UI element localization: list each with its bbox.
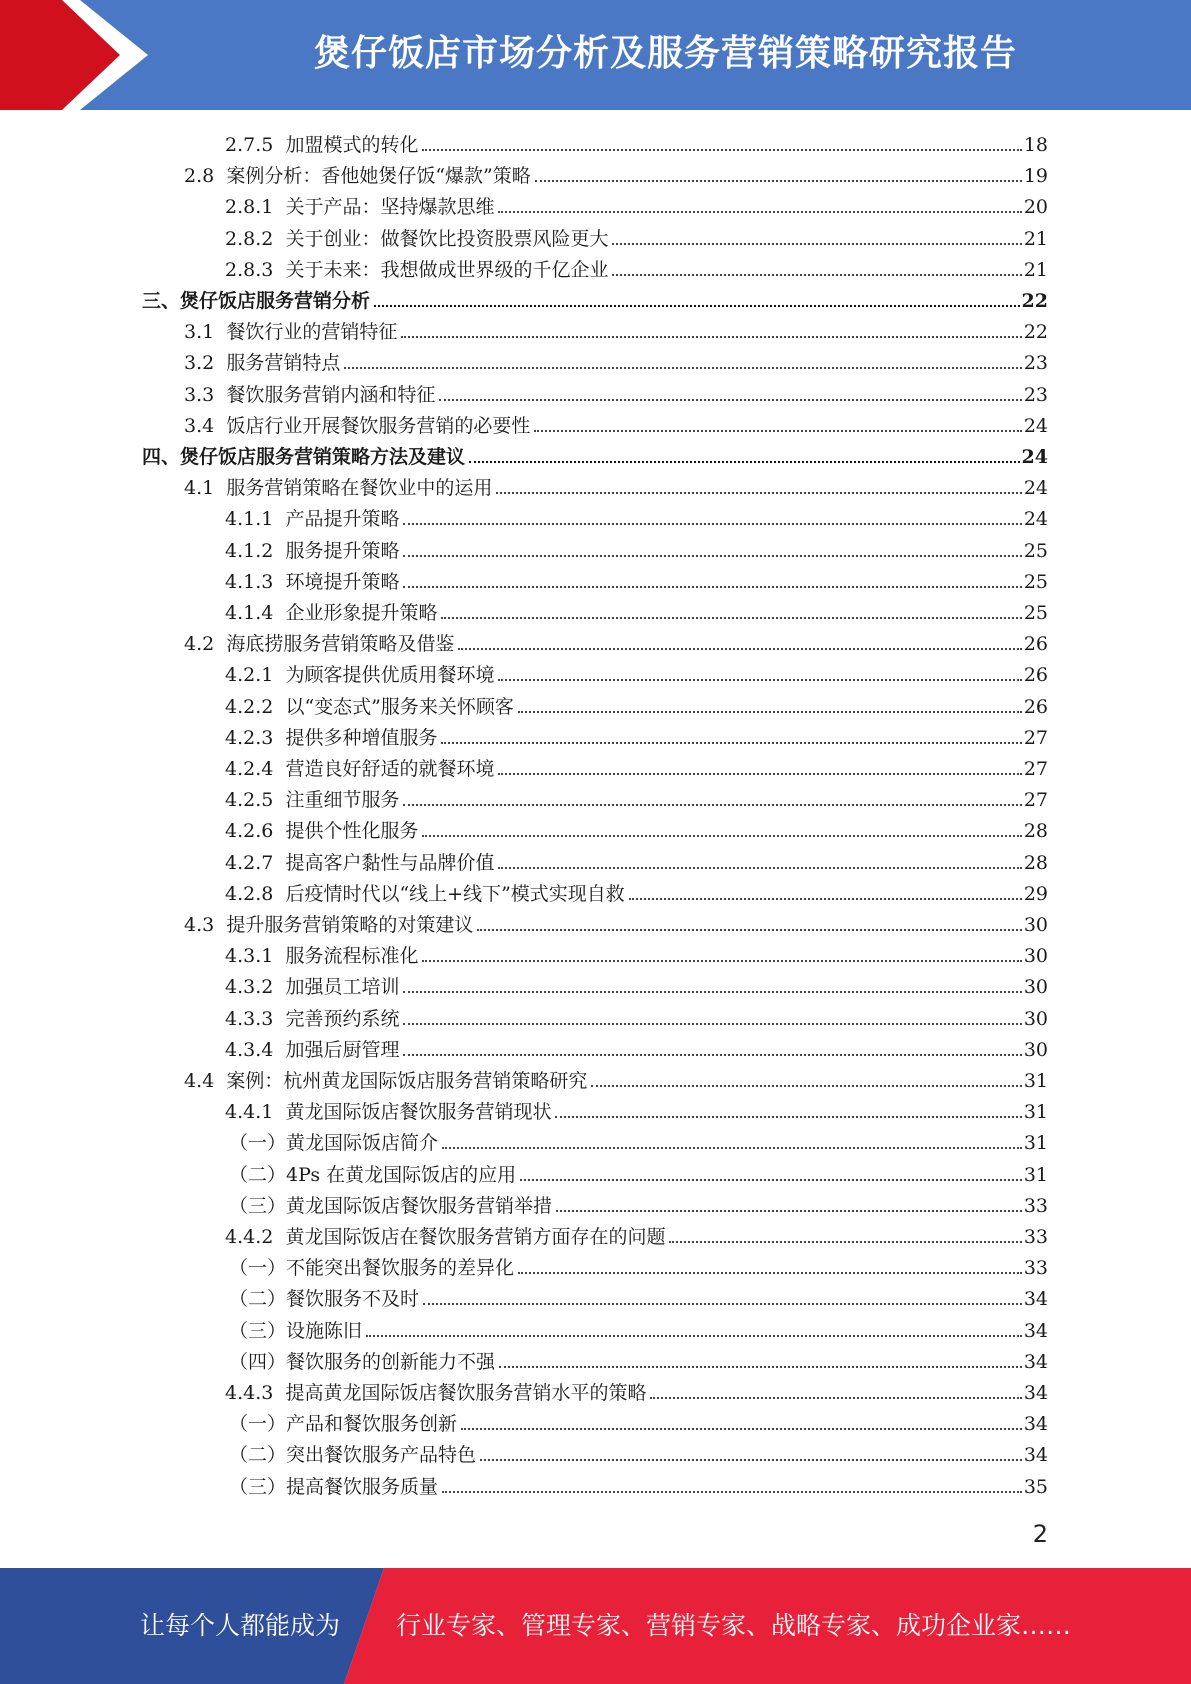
toc-entry[interactable] <box>142 282 1048 313</box>
toc-entry-page: 27 <box>1023 789 1048 812</box>
toc-entry-page: 24 <box>1023 414 1048 437</box>
header-banner <box>0 0 1191 110</box>
toc-entry-number: 3.2 <box>184 352 215 375</box>
toc-entry-title: 设施陈旧 <box>286 1319 363 1342</box>
toc-entry-title: 注重细节服务 <box>285 789 400 812</box>
toc-entry-title: 提供个性化服务 <box>285 820 419 843</box>
toc-entry-page: 24 <box>1023 477 1048 500</box>
toc-entry-title: 完善预约系统 <box>285 1007 400 1030</box>
toc-entry-title: 黄龙国际饭店餐饮服务营销举措 <box>286 1194 553 1217</box>
toc-leader-dots <box>442 1491 1022 1493</box>
toc-entry-page: 27 <box>1023 758 1048 780</box>
toc-entry-page: 29 <box>1023 882 1048 905</box>
toc-leader-dots <box>612 274 1021 276</box>
toc-entry-title: 服务流程标准化 <box>285 945 419 968</box>
toc-entry-page: 31 <box>1023 1163 1048 1186</box>
toc-entry-title: 企业形象提升策略 <box>285 602 438 624</box>
toc-entry-page: 30 <box>1023 1007 1048 1030</box>
toc-leader-dots <box>403 804 1021 806</box>
toc-entry-number: 4.2.7 <box>225 851 274 874</box>
toc-entry[interactable] <box>225 875 1048 906</box>
toc-entry-number: 三、 <box>142 290 181 312</box>
toc-entry[interactable] <box>229 1280 1048 1311</box>
toc-entry-page: 34 <box>1023 1444 1048 1467</box>
toc-leader-dots <box>650 1397 1021 1399</box>
toc-leader-dots <box>439 399 1021 401</box>
toc-entry-number: 4.1.1 <box>225 508 274 531</box>
toc-leader-dots <box>422 960 1021 962</box>
toc-entry-title: 关于未来：我想做成世界级的千亿企业 <box>285 258 609 281</box>
toc-entry[interactable] <box>225 594 1048 625</box>
toc-entry-page: 22 <box>1021 290 1048 312</box>
toc-leader-dots <box>374 305 1020 307</box>
toc-leader-dots <box>669 1241 1021 1243</box>
toc-entry-number: 4.3.2 <box>225 976 274 999</box>
toc-entry[interactable] <box>225 750 1048 781</box>
toc-entry-title: 关于产品：坚持爆款思维 <box>285 196 495 219</box>
toc-leader-dots <box>401 336 1021 338</box>
toc-entry-number: 4.3.4 <box>225 1038 274 1061</box>
toc-entry-number: 2.7.5 <box>225 134 274 156</box>
toc-entry-number: 4.2.4 <box>225 758 274 780</box>
toc-entry-number: 4.2.3 <box>225 726 274 749</box>
toc-entry-number: 2.8.1 <box>225 196 274 219</box>
toc-entry-title: 加强员工培训 <box>285 976 400 999</box>
toc-entry-page: 23 <box>1023 383 1048 406</box>
toc-entry[interactable] <box>225 844 1048 875</box>
toc-leader-dots <box>461 1428 1022 1430</box>
toc-entry-title: 黄龙国际饭店餐饮服务营销现状 <box>285 1101 552 1124</box>
toc-entry-title: 案例分析：香他她煲仔饭“爆款”策略 <box>226 165 531 188</box>
toc-entry-title: 环境提升策略 <box>285 570 400 593</box>
toc-entry-title: 营造良好舒适的就餐环境 <box>285 758 495 780</box>
toc-entry[interactable] <box>184 157 1048 188</box>
toc-entry-number: （一） <box>229 1257 287 1280</box>
toc-entry-number: 2.8 <box>184 165 215 188</box>
toc-entry-page: 24 <box>1021 446 1048 468</box>
toc-leader-dots <box>423 1303 1022 1305</box>
toc-entry-page: 26 <box>1023 695 1048 718</box>
toc-entry[interactable] <box>225 1093 1048 1124</box>
toc-entry[interactable] <box>184 407 1048 438</box>
toc-entry-number: 4.3.1 <box>225 945 274 968</box>
toc-entry-title: 以“变态式”服务来关怀顾客 <box>285 695 514 718</box>
toc-entry-number: 4.1.3 <box>225 570 274 593</box>
toc-entry-number: 4.1.4 <box>225 602 274 624</box>
toc-entry[interactable] <box>225 1031 1048 1062</box>
toc-entry-number: （三） <box>229 1475 287 1498</box>
toc-entry[interactable] <box>229 1436 1048 1467</box>
toc-entry-title: 服务营销策略在餐饮业中的运用 <box>226 477 493 500</box>
toc-entry[interactable] <box>184 1062 1048 1093</box>
toc-entry-page: 26 <box>1023 633 1048 656</box>
toc-entry-number: 4.1.2 <box>225 539 274 562</box>
toc-entry-title: 后疫情时代以“线上+线下”模式实现自救 <box>285 882 625 905</box>
toc-leader-dots <box>441 742 1021 744</box>
toc-entry[interactable] <box>229 1249 1048 1280</box>
toc-leader-dots <box>366 1335 1022 1337</box>
toc-leader-dots <box>422 835 1021 837</box>
toc-entry[interactable] <box>184 344 1048 375</box>
toc-entry-title: 提高餐饮服务质量 <box>286 1475 439 1498</box>
toc-entry-page: 30 <box>1023 945 1048 968</box>
toc-entry-number: 四、 <box>142 446 181 468</box>
toc-entry-number: 4.2.1 <box>225 664 274 687</box>
toc-entry[interactable] <box>225 781 1048 812</box>
toc-entry-title: 提高客户黏性与品牌价值 <box>285 851 495 874</box>
toc-entry-number: （一） <box>229 1132 287 1155</box>
toc-leader-dots <box>442 1147 1022 1149</box>
toc-entry[interactable] <box>184 313 1048 344</box>
toc-entry[interactable] <box>225 220 1048 251</box>
toc-entry-number: 4.4.3 <box>225 1382 274 1404</box>
toc-entry[interactable] <box>229 1156 1048 1187</box>
footer-banner <box>0 1568 1191 1684</box>
toc-entry-page: 23 <box>1023 352 1048 375</box>
toc-entry-title: 海底捞服务营销策略及借鉴 <box>226 633 455 656</box>
toc-entry[interactable] <box>225 812 1048 843</box>
toc-entry-title: 为顾客提供优质用餐环境 <box>285 664 495 687</box>
toc-leader-dots <box>556 1210 1022 1212</box>
toc-leader-dots <box>499 1366 1022 1368</box>
toc-leader-dots <box>403 1054 1021 1056</box>
toc-entry-page: 21 <box>1023 227 1048 250</box>
toc-entry-number: （二） <box>229 1163 287 1186</box>
toc-leader-dots <box>629 898 1022 900</box>
toc-entry[interactable] <box>225 251 1048 282</box>
toc-entry-number: 4.2.2 <box>225 695 274 718</box>
toc-leader-dots <box>496 492 1021 494</box>
toc-entry-title: 餐饮服务营销内涵和特征 <box>226 383 436 406</box>
toc-entry[interactable] <box>225 1374 1048 1405</box>
toc-leader-dots <box>535 180 1022 182</box>
toc-entry[interactable] <box>225 937 1048 968</box>
toc-entry-page: 31 <box>1023 1101 1048 1124</box>
toc-entry-page: 31 <box>1023 1070 1048 1092</box>
toc-entry-title: 服务营销特点 <box>226 352 341 375</box>
toc-entry-number: 3.3 <box>184 383 215 406</box>
toc-entry-page: 28 <box>1023 820 1048 843</box>
toc-entry-number: 4.2.5 <box>225 789 274 812</box>
toc-entry-title: 提高黄龙国际饭店餐饮服务营销水平的策略 <box>285 1382 647 1404</box>
toc-entry[interactable] <box>225 1218 1048 1249</box>
toc-entry[interactable] <box>229 1468 1048 1499</box>
toc-entry[interactable] <box>229 1343 1048 1374</box>
toc-entry[interactable] <box>184 625 1048 656</box>
toc-entry-number: （三） <box>229 1319 287 1342</box>
toc-entry-number: 2.8.2 <box>225 227 274 250</box>
toc-leader-dots <box>422 149 1021 151</box>
toc-entry[interactable] <box>225 563 1048 594</box>
toc-entry-page: 34 <box>1023 1350 1048 1373</box>
toc-entry-number: （二） <box>229 1444 287 1467</box>
toc-entry-page: 33 <box>1023 1226 1048 1248</box>
toc-leader-dots <box>591 1085 1021 1087</box>
toc-entry-page: 35 <box>1023 1475 1048 1498</box>
toc-entry[interactable] <box>225 500 1048 531</box>
toc-entry-number: （四） <box>229 1350 287 1373</box>
toc-entry-number: （二） <box>229 1288 287 1311</box>
toc-entry-page: 31 <box>1023 1132 1048 1155</box>
toc-entry[interactable] <box>225 688 1048 719</box>
toc-entry-number: 4.1 <box>184 477 215 500</box>
toc-leader-dots <box>344 367 1021 369</box>
toc-entry-number: 4.4 <box>184 1070 215 1092</box>
toc-entry-page: 22 <box>1023 321 1048 344</box>
toc-entry[interactable] <box>225 126 1048 157</box>
toc-entry-title: 煲仔饭店服务营销策略方法及建议 <box>180 446 466 468</box>
toc-entry-number: 3.1 <box>184 321 215 344</box>
toc-entry-page: 34 <box>1023 1382 1048 1404</box>
toc-leader-dots <box>518 711 1022 713</box>
toc-leader-dots <box>403 1023 1021 1025</box>
toc-entry-page: 26 <box>1023 664 1048 687</box>
toc-entry[interactable] <box>229 1124 1048 1155</box>
toc-entry-number: 4.3.3 <box>225 1007 274 1030</box>
toc-entry[interactable] <box>225 188 1048 219</box>
toc-leader-dots <box>498 679 1021 681</box>
toc-leader-dots <box>520 1179 1022 1181</box>
toc-entry-title: 餐饮服务不及时 <box>286 1288 420 1311</box>
toc-leader-dots <box>534 430 1021 432</box>
toc-entry-page: 34 <box>1023 1288 1048 1311</box>
toc-entry-page: 30 <box>1023 914 1048 936</box>
toc-entry[interactable] <box>184 906 1048 937</box>
toc-entry-title: 加强后厨管理 <box>285 1038 400 1061</box>
toc-entry[interactable] <box>225 968 1048 999</box>
toc-entry-page: 34 <box>1023 1413 1048 1436</box>
toc-entry-page: 30 <box>1023 1038 1048 1061</box>
toc-entry-page: 33 <box>1023 1257 1048 1280</box>
toc-entry-number: 2.8.3 <box>225 258 274 281</box>
toc-entry-title: 4Ps 在黄龙国际饭店的应用 <box>286 1163 517 1186</box>
toc-leader-dots <box>403 555 1021 557</box>
toc-entry-number: 4.2.6 <box>225 820 274 843</box>
toc-entry-title: 黄龙国际饭店在餐饮服务营销方面存在的问题 <box>285 1226 666 1248</box>
toc-entry[interactable] <box>184 469 1048 500</box>
toc-leader-dots <box>477 929 1021 931</box>
toc-leader-dots <box>555 1116 1021 1118</box>
toc-entry[interactable] <box>229 1187 1048 1218</box>
toc-entry-title: 产品和餐饮服务创新 <box>286 1413 458 1436</box>
toc-entry-title: 服务提升策略 <box>285 539 400 562</box>
toc-entry-page: 20 <box>1023 196 1048 219</box>
toc-leader-dots <box>403 523 1021 525</box>
toc-entry-number: 4.2 <box>184 633 215 656</box>
toc-entry-title: 提供多种增值服务 <box>285 726 438 749</box>
toc-leader-dots <box>612 243 1021 245</box>
toc-entry-title: 关于创业：做餐饮比投资股票风险更大 <box>285 227 609 250</box>
toc-entry-title: 案例：杭州黄龙国际饭店服务营销策略研究 <box>226 1070 588 1092</box>
toc-entry-number: （三） <box>229 1194 287 1217</box>
toc-entry-title: 饭店行业开展餐饮服务营销的必要性 <box>226 414 531 437</box>
toc-entry-page: 18 <box>1023 134 1048 156</box>
toc-entry-number: （一） <box>229 1413 287 1436</box>
toc-entry-title: 餐饮服务的创新能力不强 <box>286 1350 496 1373</box>
toc-leader-dots <box>498 773 1021 775</box>
toc-leader-dots <box>469 461 1020 463</box>
toc-entry[interactable] <box>225 532 1048 563</box>
toc-entry-title: 产品提升策略 <box>285 508 400 531</box>
toc-entry-page: 25 <box>1023 602 1048 624</box>
toc-entry-page: 27 <box>1023 726 1048 749</box>
footer-slogan: 让每个人都能成为 <box>140 1611 341 1640</box>
toc-entry-number: 4.4.2 <box>225 1226 274 1248</box>
toc-leader-dots <box>518 1272 1022 1274</box>
toc-entry-page: 33 <box>1023 1194 1048 1217</box>
toc-leader-dots <box>403 586 1021 588</box>
toc-entry-title: 突出餐饮服务产品特色 <box>286 1444 477 1467</box>
toc-leader-dots <box>403 991 1021 993</box>
toc-entry[interactable] <box>184 376 1048 407</box>
page-number: 2 <box>1032 1520 1048 1548</box>
toc-entry[interactable] <box>225 719 1048 750</box>
toc-entry[interactable] <box>229 1312 1048 1343</box>
toc-entry-number: 3.4 <box>184 414 215 437</box>
toc-entry[interactable] <box>142 438 1048 469</box>
toc-entry-number: 4.2.8 <box>225 882 274 905</box>
toc-entry-page: 34 <box>1023 1319 1048 1342</box>
toc-leader-dots <box>458 648 1021 650</box>
document-title: 煲仔饭店市场分析及服务营销策略研究报告 <box>313 33 1017 74</box>
toc-entry[interactable] <box>225 656 1048 687</box>
toc-leader-dots <box>441 617 1021 619</box>
toc-entry-title: 餐饮行业的营销特征 <box>226 321 398 344</box>
toc-leader-dots <box>498 867 1021 869</box>
toc-entry-title: 加盟模式的转化 <box>285 134 419 156</box>
toc-entry-title: 提升服务营销策略的对策建议 <box>226 914 474 936</box>
footer-roles: 行业专家、管理专家、营销专家、战略专家、成功企业家…… <box>396 1611 1072 1640</box>
toc-entry-page: 25 <box>1023 539 1048 562</box>
toc-entry-title: 不能突出餐饮服务的差异化 <box>286 1257 515 1280</box>
toc-entry-number: 4.3 <box>184 914 215 936</box>
toc-leader-dots <box>498 211 1021 213</box>
toc-leader-dots <box>480 1459 1022 1461</box>
toc-entry[interactable] <box>225 1000 1048 1031</box>
toc-entry-page: 19 <box>1023 165 1048 188</box>
toc-entry-title: 黄龙国际饭店简介 <box>286 1132 439 1155</box>
toc-entry-page: 24 <box>1023 508 1048 531</box>
toc-entry-page: 25 <box>1023 570 1048 593</box>
toc-entry-page: 30 <box>1023 976 1048 999</box>
toc-entry-number: 4.4.1 <box>225 1101 274 1124</box>
toc-entry[interactable] <box>229 1405 1048 1436</box>
toc-entry-page: 28 <box>1023 851 1048 874</box>
toc-entry-title: 煲仔饭店服务营销分析 <box>180 290 371 312</box>
toc-entry-page: 21 <box>1023 258 1048 281</box>
